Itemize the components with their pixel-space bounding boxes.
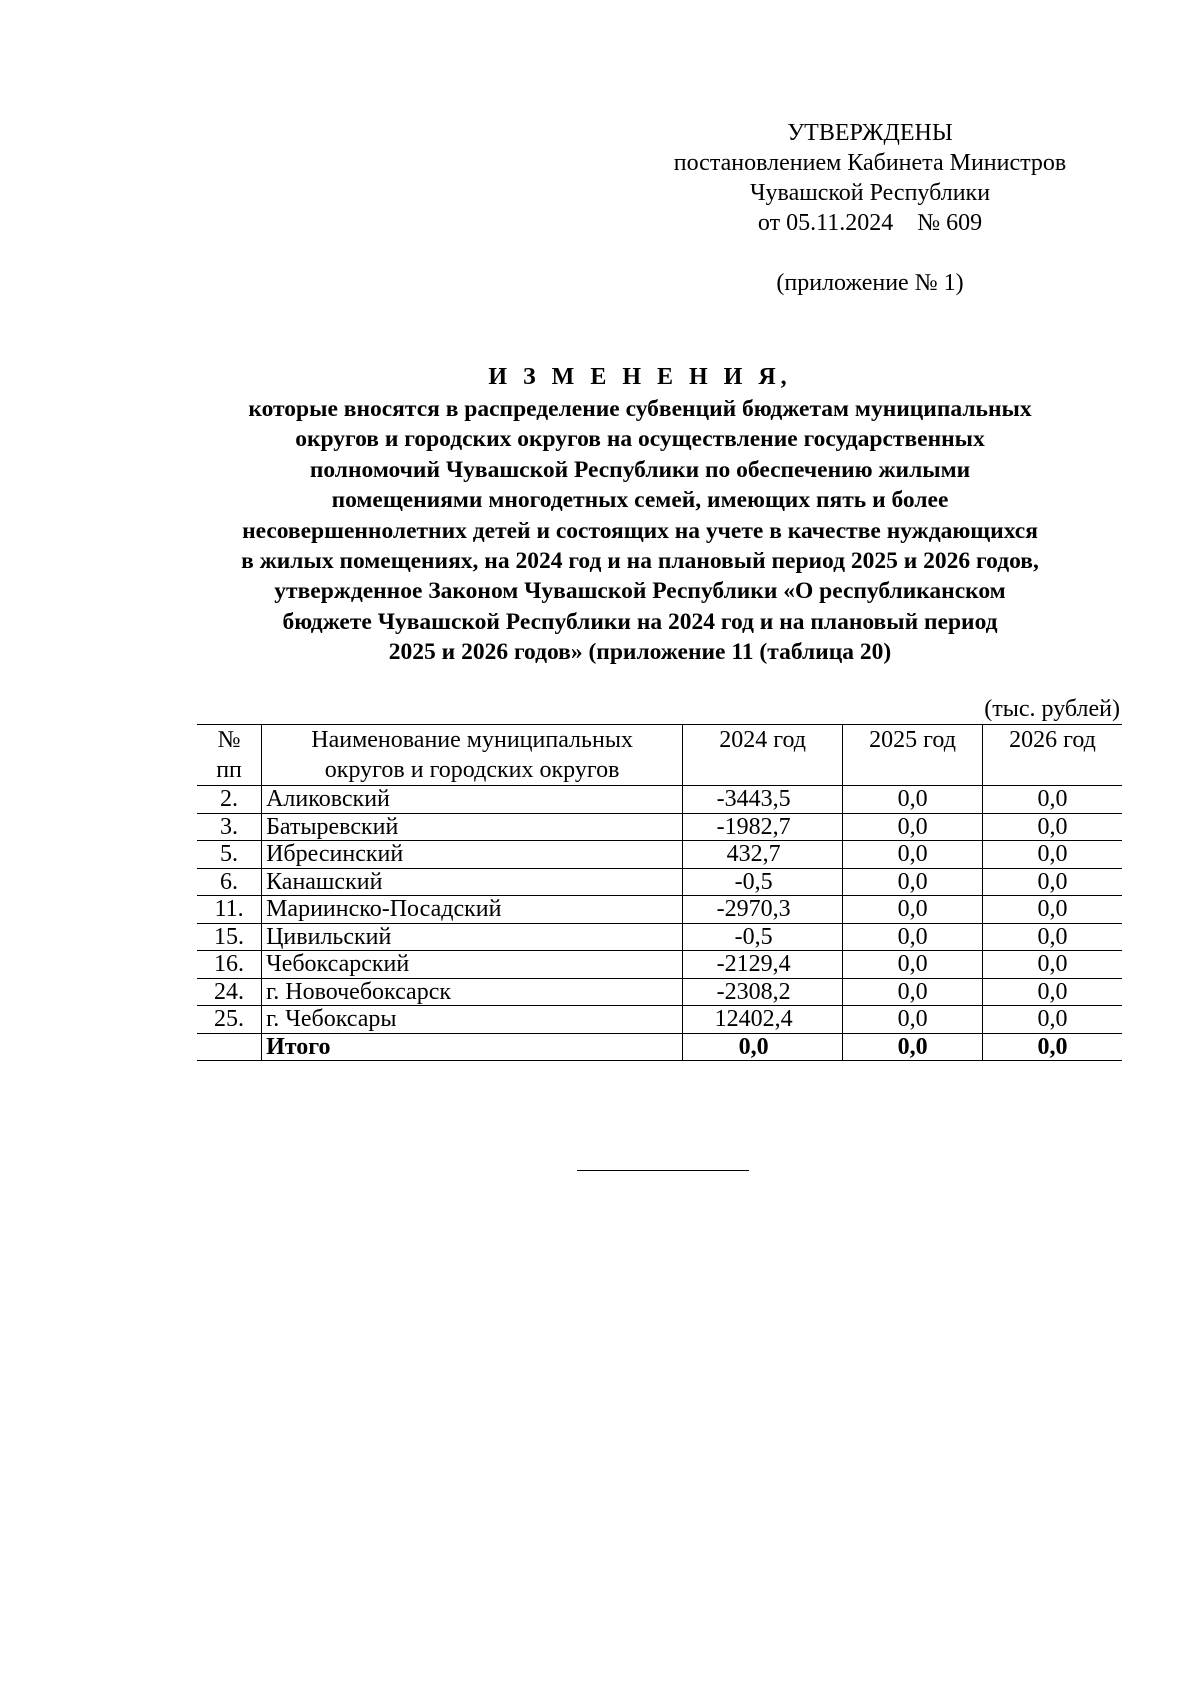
row-number: 16. — [197, 951, 262, 979]
row-name: Ибресинский — [262, 841, 683, 869]
total-2026: 0,0 — [983, 1033, 1122, 1061]
document-title — [190, 360, 1090, 668]
header-number: № пп — [197, 725, 262, 786]
row-2025: 0,0 — [843, 1006, 983, 1034]
title-line-8: бюджете Чувашской Республики на 2024 год и на плановый период — [282, 608, 998, 635]
table-row — [197, 786, 1122, 814]
row-2026: 0,0 — [983, 813, 1122, 841]
row-2024: -3443,5 — [683, 786, 843, 814]
row-number: 25. — [197, 1006, 262, 1034]
title-line-3: полномочий Чувашской Республики по обеспечению жилыми — [309, 456, 971, 483]
row-name: Мариинско-Посадский — [262, 896, 683, 924]
row-name: г. Новочебоксарск — [262, 978, 683, 1006]
row-2024: -0,5 — [683, 868, 843, 896]
row-number: 15. — [197, 923, 262, 951]
table-row — [197, 1006, 1122, 1034]
row-name: Батыревский — [262, 813, 683, 841]
end-separator-line — [577, 1170, 749, 1171]
title-line-4: помещениями многодетных семей, имеющих пять и более — [331, 487, 949, 514]
row-2025: 0,0 — [843, 951, 983, 979]
row-2024: 12402,4 — [683, 1006, 843, 1034]
row-2025: 0,0 — [843, 841, 983, 869]
row-name: Цивильский — [262, 923, 683, 951]
subvention-table — [197, 724, 1122, 1061]
row-number: 2. — [197, 786, 262, 814]
row-2026: 0,0 — [983, 978, 1122, 1006]
title-line-9: 2025 и 2026 годов» (приложение 11 (таблица 20) — [388, 639, 892, 666]
row-2024: -2129,4 — [683, 951, 843, 979]
row-2026: 0,0 — [983, 1006, 1122, 1034]
approval-decree: постановлением Кабинета Министров — [673, 150, 1067, 176]
header-2026: 2026 год — [983, 725, 1122, 786]
total-2025: 0,0 — [843, 1033, 983, 1061]
row-number: 11. — [197, 896, 262, 924]
units-label: (тыс. рублей) — [984, 696, 1120, 722]
total-label: Итого — [262, 1033, 683, 1061]
header-name: Наименование муниципальных округов и городских округов — [262, 725, 683, 786]
row-2025: 0,0 — [843, 978, 983, 1006]
row-number: 5. — [197, 841, 262, 869]
row-2026: 0,0 — [983, 786, 1122, 814]
approval-block — [640, 118, 1100, 238]
table-row — [197, 841, 1122, 869]
row-2025: 0,0 — [843, 868, 983, 896]
row-2025: 0,0 — [843, 813, 983, 841]
title-line-2: округов и городских округов на осуществление государственных — [295, 426, 985, 453]
appendix-label: (приложение № 1) — [776, 270, 964, 296]
approval-republic: Чувашской Республики — [749, 180, 991, 206]
row-name: Чебоксарский — [262, 951, 683, 979]
row-2025: 0,0 — [843, 786, 983, 814]
title-line-5: несовершеннолетних детей и состоящих на учете в качестве нуждающихся — [242, 517, 1038, 544]
row-2026: 0,0 — [983, 951, 1122, 979]
table-header-row — [197, 725, 1122, 786]
total-2024: 0,0 — [683, 1033, 843, 1061]
row-2026: 0,0 — [983, 868, 1122, 896]
row-2024: -0,5 — [683, 923, 843, 951]
row-2026: 0,0 — [983, 841, 1122, 869]
table-row — [197, 978, 1122, 1006]
table-row — [197, 868, 1122, 896]
header-2025: 2025 год — [843, 725, 983, 786]
row-number: 6. — [197, 868, 262, 896]
row-2024: -2308,2 — [683, 978, 843, 1006]
table-row — [197, 813, 1122, 841]
total-number — [197, 1033, 262, 1061]
row-name: г. Чебоксары — [262, 1006, 683, 1034]
header-2024: 2024 год — [683, 725, 843, 786]
row-number: 24. — [197, 978, 262, 1006]
approval-title: УТВЕРЖДЕНЫ — [787, 120, 953, 146]
row-2024: -1982,7 — [683, 813, 843, 841]
table-row — [197, 951, 1122, 979]
row-2024: -2970,3 — [683, 896, 843, 924]
table-total-row — [197, 1033, 1122, 1061]
row-number: 3. — [197, 813, 262, 841]
row-name: Аликовский — [262, 786, 683, 814]
row-name: Канашский — [262, 868, 683, 896]
row-2025: 0,0 — [843, 896, 983, 924]
title-line-7: утвержденное Законом Чувашской Республики «О республиканском — [274, 578, 1006, 605]
row-2026: 0,0 — [983, 923, 1122, 951]
title-line-6: в жилых помещениях, на 2024 год и на плановый период 2025 и 2026 годов, — [241, 548, 1039, 575]
table-row — [197, 896, 1122, 924]
table-row — [197, 923, 1122, 951]
row-2024: 432,7 — [683, 841, 843, 869]
title-line-1: которые вносятся в распределение субвенций бюджетам муниципальных — [248, 396, 1032, 422]
row-2025: 0,0 — [843, 923, 983, 951]
row-2026: 0,0 — [983, 896, 1122, 924]
title-heading: И З М Е Н Е Н И Я, — [488, 364, 792, 390]
approval-date-number: от 05.11.2024 № 609 — [757, 210, 983, 236]
